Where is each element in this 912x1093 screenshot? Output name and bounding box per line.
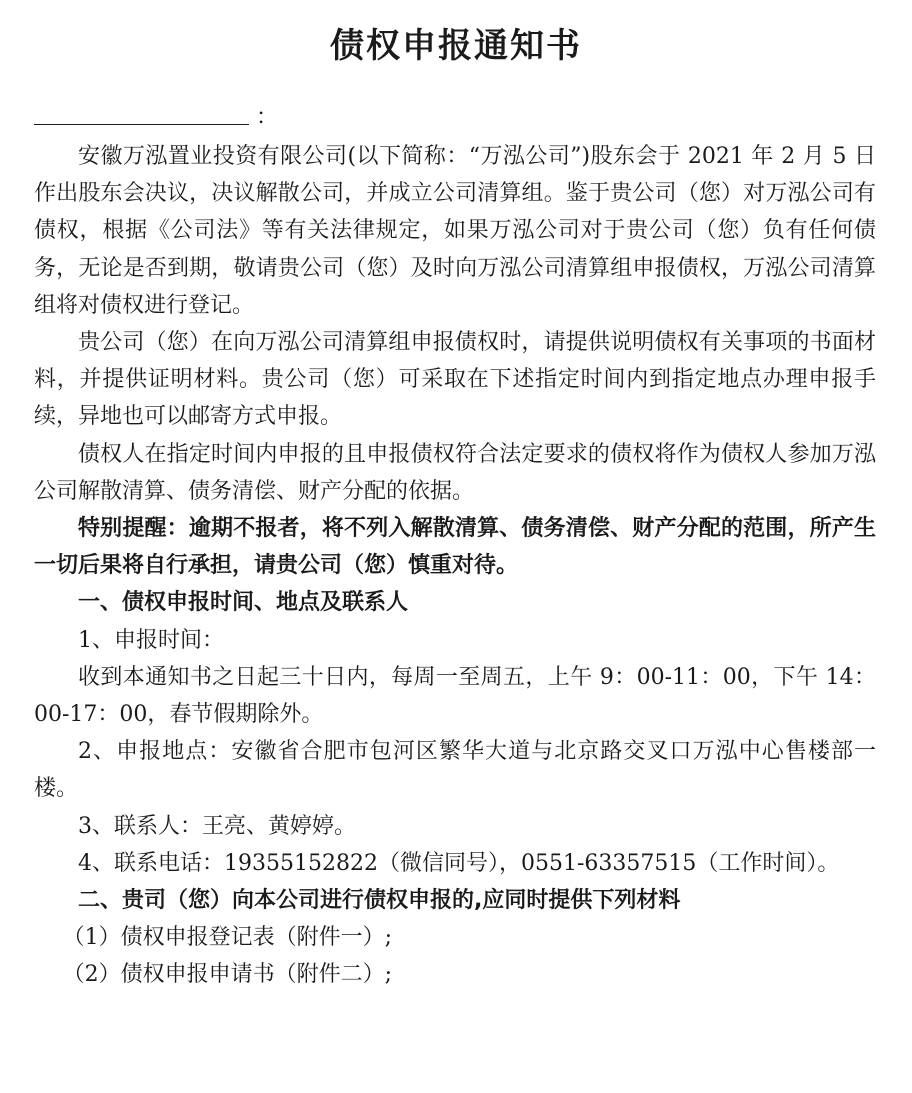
section-1-item-2: 2、申报地点：安徽省合肥市包河区繁华大道与北京路交叉口万泓中心售楼部一楼。 <box>34 739 876 802</box>
section-2-item-1: （1）债权申报登记表（附件一）; <box>62 925 393 951</box>
paragraph-basis: 债权人在指定时间内申报的且申报债权符合法定要求的债权将作为债权人参加万泓公司解散清算、债务清偿、财产分配的依据。 <box>34 441 876 504</box>
addressee-colon: ： <box>256 105 279 130</box>
section-1-item-1-label: 1、申报时间： <box>78 627 224 653</box>
paragraph-materials: 贵公司（您）在向万泓公司清算组申报债权时，请提供说明债权有关事项的书面材料，并提供证明材料。贵公司（您）可采取在下述指定时间内到指定地点办理申报手续，异地也可以邮寄方式申报。 <box>34 330 876 430</box>
section-1-item-4: 4、联系电话：19355152822（微信同号），0551-63357515（工作时间）。 <box>78 850 840 876</box>
section-1-item-1-text: 收到本通知书之日起三十日内，每周一至周五，上午 9：00-11：00，下午 14：00-17：00，春节假期除外。 <box>34 664 876 728</box>
document-title: 债权申报通知书 <box>330 26 582 66</box>
section-2-item-2: （2）债权申报申请书（附件二）; <box>62 962 393 988</box>
paragraph-special-reminder: 特别提醒：逾期不报者，将不列入解散清算、债务清偿、财产分配的范围，所产生一切后果将自行承担，请贵公司（您）慎重对待。 <box>34 516 876 579</box>
section-1-heading: 一、债权申报时间、地点及联系人 <box>78 590 409 616</box>
document-body <box>34 138 876 994</box>
addressee-underline <box>34 124 249 125</box>
section-2-heading: 二、贵司（您）向本公司进行债权申报的,应同时提供下列材料 <box>78 888 681 914</box>
section-1-item-3: 3、联系人：王亮、黄婷婷。 <box>78 813 356 839</box>
paragraph-intro: 安徽万泓置业投资有限公司(以下简称：“万泓公司”)股东会于 2021 年 2 月 5 日作出股东会决议，决议解散公司，并成立公司清算组。鉴于贵公司（您）对万泓公司有债权，根据《公司法》等有关法律规定，如果万泓公司对于贵公司（您）负有任何债务，无论是否到期，敬请贵公司（您）及时向万泓公司清算组申报债权，万泓公司清算组将对债权进行登记。 <box>34 144 876 318</box>
addressee-blank <box>34 100 279 130</box>
